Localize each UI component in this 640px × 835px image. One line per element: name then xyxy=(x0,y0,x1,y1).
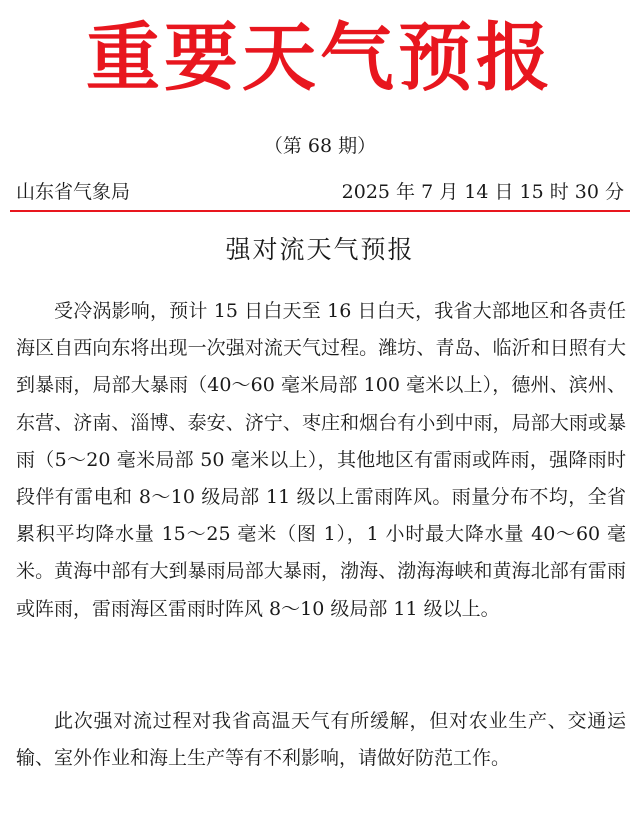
body-paragraph-1 xyxy=(16,293,626,628)
issue-number: （第 68 期） xyxy=(263,135,377,157)
header-divider xyxy=(10,210,630,212)
paragraph-text: 此次强对流过程对我省高温天气有所缓解，但对农业生产、交通运输、室外作业和海上生产等有不利影响，请做好防范工作。 xyxy=(16,710,626,770)
paragraph-text: 受冷涡影响，预计 15 日白天至 16 日白天，我省大部地区和各责任海区自西向东将出现一次强对流天气过程。潍坊、青岛、临沂和日照有大到暴雨，局部大暴雨（40～60 毫米局部 100 毫米以上），德州、滨州、东营、济南、淄博、泰安、济宁、枣庄和烟台有小到中雨，局部大雨或暴雨（5～20 毫米局部 50 毫米以上），其他地区有雷雨或阵雨，强降雨时段伴有雷电和 8～10 级局部 11 级以上雷雨阵风。雨量分布不均，全省累积平均降水量 15～25 毫米（图 1），1 小时最大降水量 40～60 毫米。黄海中部有大到暴雨局部大暴雨，渤海、渤海海峡和黄海北部有雷雨或阵雨，雷雨海区雷雨时阵风 8～10 级局部 11 级以上。 xyxy=(16,300,626,620)
issue-datetime: 2025 年 7 月 14 日 15 时 30 分 xyxy=(341,181,624,203)
issuer-name: 山东省气象局 xyxy=(16,181,131,203)
body-paragraph-2 xyxy=(16,703,626,777)
masthead-title: 重要天气预报 xyxy=(86,15,554,101)
document-title: 强对流天气预报 xyxy=(225,235,415,264)
